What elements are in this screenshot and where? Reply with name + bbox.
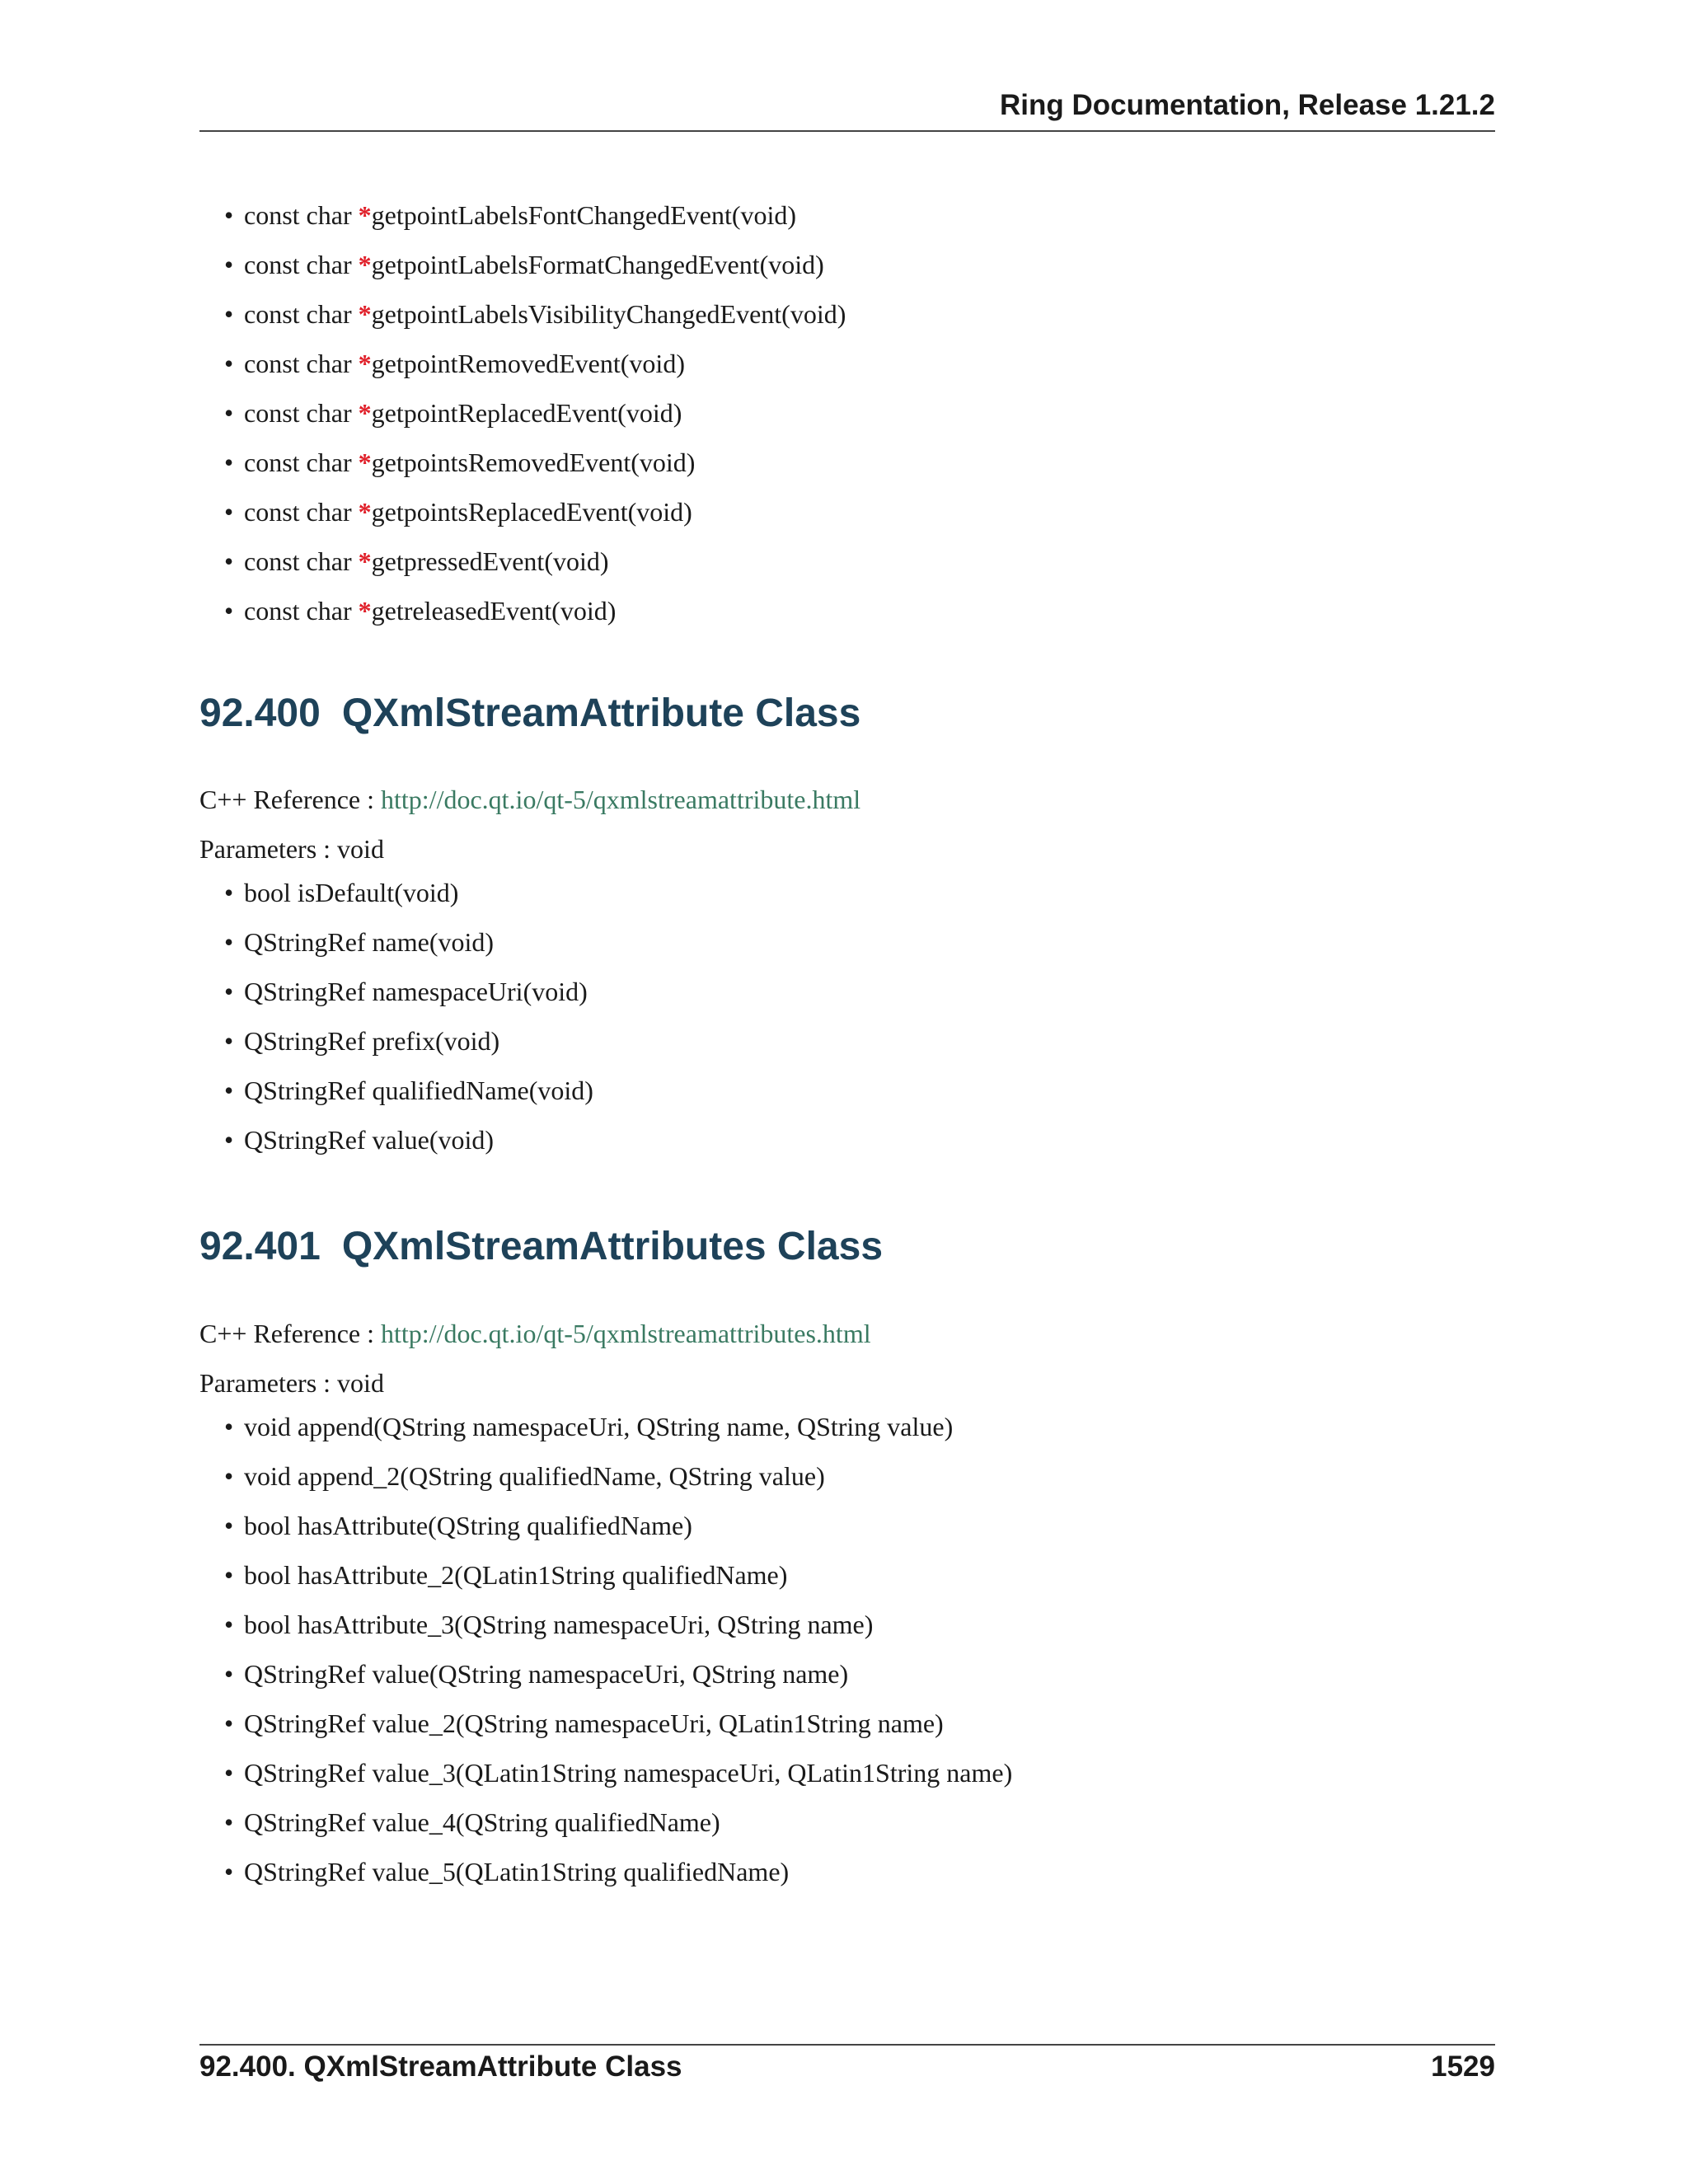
list-item: • const char *getpressedEvent(void) bbox=[224, 546, 609, 576]
list-item: • QStringRef value(void) bbox=[224, 1125, 495, 1155]
reference-link[interactable]: http://doc.qt.io/qt-5/qxmlstreamattributes.html bbox=[381, 1319, 871, 1348]
list-item: • QStringRef namespaceUri(void) bbox=[224, 977, 588, 1006]
cpp-reference: C++ Reference : http://doc.qt.io/qt-5/qxmlstreamattribute.html bbox=[199, 785, 861, 814]
method-list bbox=[224, 1402, 1013, 1896]
footer-section-title: 92.400. QXmlStreamAttribute Class bbox=[199, 2050, 682, 2083]
list-item: • bool hasAttribute_2(QLatin1String qualifiedName) bbox=[224, 1560, 788, 1590]
cpp-reference: C++ Reference : http://doc.qt.io/qt-5/qxmlstreamattributes.html bbox=[199, 1319, 871, 1348]
page-number: 1529 bbox=[1431, 2050, 1495, 2083]
list-item: • QStringRef prefix(void) bbox=[224, 1026, 500, 1056]
list-item: • bool isDefault(void) bbox=[224, 878, 459, 907]
list-item: • const char *getpointLabelsFontChangedEvent(void) bbox=[224, 200, 797, 230]
list-item: • QStringRef qualifiedName(void) bbox=[224, 1076, 593, 1105]
list-item: • const char *getpointRemovedEvent(void) bbox=[224, 349, 685, 378]
list-item: • bool hasAttribute(QString qualifiedName) bbox=[224, 1511, 692, 1540]
list-item: • QStringRef value_3(QLatin1String namespaceUri, QLatin1String name) bbox=[224, 1758, 1013, 1788]
parameters-line: Parameters : void bbox=[199, 834, 384, 864]
list-item: • const char *getpointsReplacedEvent(void) bbox=[224, 497, 692, 527]
running-header: Ring Documentation, Release 1.21.2 bbox=[999, 89, 1495, 121]
method-list bbox=[224, 868, 593, 1165]
list-item: • QStringRef value(QString namespaceUri, QString name) bbox=[224, 1659, 849, 1689]
list-item: • QStringRef value_5(QLatin1String qualifiedName) bbox=[224, 1857, 790, 1886]
list-item: • const char *getpointLabelsVisibilityChangedEvent(void) bbox=[224, 299, 846, 329]
event-getter-list bbox=[224, 190, 846, 635]
section-heading: 92.400 QXmlStreamAttribute Class bbox=[199, 691, 861, 735]
list-item: • bool hasAttribute_3(QString namespaceUri, QString name) bbox=[224, 1610, 874, 1639]
list-item: • const char *getpointReplacedEvent(void) bbox=[224, 398, 682, 428]
reference-link[interactable]: http://doc.qt.io/qt-5/qxmlstreamattribute.html bbox=[381, 785, 861, 814]
list-item: • QStringRef value_2(QString namespaceUri, QLatin1String name) bbox=[224, 1708, 944, 1738]
list-item: • QStringRef value_4(QString qualifiedName) bbox=[224, 1807, 720, 1837]
list-item: • const char *getpointLabelsFormatChangedEvent(void) bbox=[224, 250, 824, 279]
section-heading: 92.401 QXmlStreamAttributes Class bbox=[199, 1225, 884, 1268]
list-item: • const char *getreleasedEvent(void) bbox=[224, 596, 617, 626]
list-item: • void append(QString namespaceUri, QString name, QString value) bbox=[224, 1412, 954, 1441]
list-item: • void append_2(QString qualifiedName, QString value) bbox=[224, 1461, 825, 1491]
footer-divider bbox=[199, 2044, 1495, 2046]
list-item: • QStringRef name(void) bbox=[224, 927, 495, 957]
parameters-line: Parameters : void bbox=[199, 1368, 384, 1398]
header-divider bbox=[199, 130, 1495, 132]
list-item: • const char *getpointsRemovedEvent(void) bbox=[224, 448, 696, 477]
